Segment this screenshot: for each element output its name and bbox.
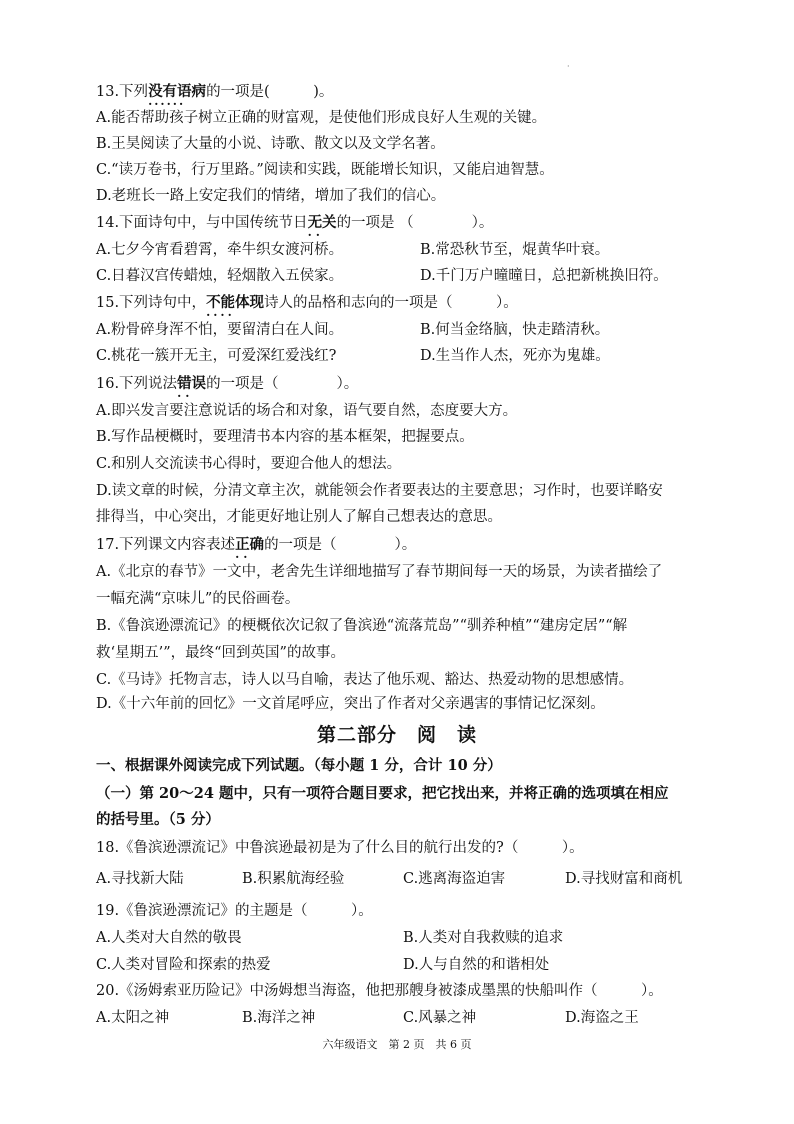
q17-stem-pre: 17.下列课文内容表述 <box>96 537 236 553</box>
q15-option-a: A.粉骨碎身浑不怕，要留清白在人间。 <box>96 322 344 338</box>
q13-option-a: A.能否帮助孩子树立正确的财富观，是使他们形成良好人生观的关键。 <box>96 110 547 126</box>
q14-emphasis: 无关 ·· <box>308 214 337 231</box>
q19-option-c: C.人类对冒险和探索的热爱 <box>96 957 271 973</box>
q17-emphasis: 正确 ·· <box>235 536 264 553</box>
q14-option-b: B.常恐秋节至，焜黄华叶衰。 <box>420 242 610 258</box>
q16-option-a: A.即兴发言要注意说话的场合和对象，语气要自然，态度要大方。 <box>96 403 518 419</box>
question-15-stem <box>96 293 518 313</box>
question-17-stem <box>96 535 416 555</box>
q15-stem-post: 诗人的品格和志向的一项是（ ）。 <box>264 295 518 311</box>
q15-option-c: C.桃花一簇开无主，可爱深红爱浅红? <box>96 348 337 364</box>
q16-stem-pre: 16.下列说法 <box>96 376 178 392</box>
question-20-stem: 20.《汤姆索亚历险记》中汤姆想当海盗，他把那艘身被漆成墨黑的快船叫作（ ）。 <box>96 983 663 999</box>
q17-option-c: C.《马诗》托物言志，诗人以马自喻，表达了他乐观、豁达、热爱动物的思想感情。 <box>96 672 634 688</box>
q13-stem-pre: 13.下列 <box>96 84 149 100</box>
q19-option-b: B.人类对自我救赎的追求 <box>403 930 564 946</box>
question-14-stem <box>96 213 493 233</box>
q17-option-a-line2: 一幅充满“京味儿”的民俗画卷。 <box>96 591 300 607</box>
q20-option-a: A.太阳之神 <box>96 1010 170 1026</box>
q15-emphasis: 不能体现 ···· <box>206 294 264 311</box>
q16-stem-post: 的一项是（ ）。 <box>206 376 359 392</box>
sub-section-one-line2: 的括号里。（5 分） <box>96 811 220 828</box>
question-16-stem <box>96 374 358 394</box>
question-19-stem: 19.《鲁滨逊漂流记》的主题是（ ）。 <box>96 903 373 919</box>
q18-option-c: C.逃离海盗迫害 <box>403 871 506 887</box>
q16-option-d-line1: D.读文章的时候，分清文章主次，就能领会作者要表达的主要意思；习作时，也要详略安 <box>96 483 663 499</box>
q14-option-a: A.七夕今宵看碧霄，牵牛织女渡河桥。 <box>96 242 344 258</box>
question-13-stem <box>96 82 333 102</box>
scan-speck: · <box>567 62 570 71</box>
q16-option-d-line2: 排得当，中心突出，才能更好地让别人了解自己想表达的意思。 <box>96 509 502 525</box>
q17-option-a-line1: A.《北京的春节》一文中，老舍先生详细地描写了春节期间每一天的场景，为读者描绘了 <box>96 564 663 580</box>
q17-option-b-line1: B.《鲁滨逊漂流记》的梗概依次记叙了鲁滨逊“流落荒岛”“驯养种植”“建房定居”“解 <box>96 618 628 634</box>
q16-option-c: C.和别人交流读书心得时，要迎合他人的想法。 <box>96 456 402 472</box>
question-18-stem: 18.《鲁滨逊漂流记》中鲁滨逊最初是为了什么目的航行出发的?（ ）。 <box>96 840 584 856</box>
q19-option-d: D.人与自然的和谐相处 <box>403 957 550 973</box>
q13-emphasis: 没有语病 ······ <box>148 83 206 100</box>
q13-option-d: D.老班长一路上安定我们的情绪，增加了我们的信心。 <box>96 188 446 204</box>
sub-section-one-line1: （一）第 20～24 题中，只有一项符合题目要求，把它找出来，并将正确的选项填在相应 <box>96 785 669 802</box>
q15-stem-pre: 15.下列诗句中， <box>96 295 207 311</box>
q17-option-b-line2: 救‘星期五’”，最终“回到英国”的故事。 <box>96 645 345 661</box>
q18-option-a: A.寻找新大陆 <box>96 871 184 887</box>
q18-option-d: D.寻找财富和商机 <box>565 871 683 887</box>
q20-option-d: D.海盗之王 <box>565 1010 639 1026</box>
q14-stem-pre: 14.下面诗句中，与中国传统节日 <box>96 215 308 231</box>
q13-stem-post: 的一项是( )。 <box>206 84 334 100</box>
q20-option-c: C.风暴之神 <box>403 1010 477 1026</box>
q15-option-b: B.何当金络脑，快走踏清秋。 <box>420 322 610 338</box>
q14-stem-post: 的一项是 （ ）。 <box>336 215 494 231</box>
q17-stem-post: 的一项是（ ）。 <box>264 537 417 553</box>
q15-option-d: D.生当作人杰，死亦为鬼雄。 <box>420 348 610 364</box>
q16-option-b: B.写作品梗概时，要理清书本内容的基本框架，把握要点。 <box>96 429 474 445</box>
q19-option-a: A.人类对大自然的敬畏 <box>96 930 242 946</box>
q16-emphasis: 错误 ·· <box>177 375 206 392</box>
q14-option-d: D.千门万户曈曈日，总把新桃换旧符。 <box>420 268 668 284</box>
q14-option-c: C.日暮汉宫传蜡烛，轻烟散入五侯家。 <box>96 268 344 284</box>
part-two-title: 第二部分 阅 读 <box>316 724 477 746</box>
page-footer: 六年级语文 第 2 页 共 6 页 <box>322 1038 472 1051</box>
q13-option-c: C.“读万卷书，行万里路。”阅读和实践，既能增长知识，又能启迪智慧。 <box>96 162 554 178</box>
q13-option-b: B.王昊阅读了大量的小说、诗歌、散文以及文学名著。 <box>96 136 445 152</box>
section-one-heading: 一、根据课外阅读完成下列试题。（每小题 1 分，合计 10 分） <box>96 757 502 774</box>
q17-option-d: D.《十六年前的回忆》一文首尾呼应，突出了作者对父亲遇害的事情记忆深刻。 <box>96 696 605 712</box>
q18-option-b: B.积累航海经验 <box>242 871 345 887</box>
q20-option-b: B.海洋之神 <box>242 1010 316 1026</box>
